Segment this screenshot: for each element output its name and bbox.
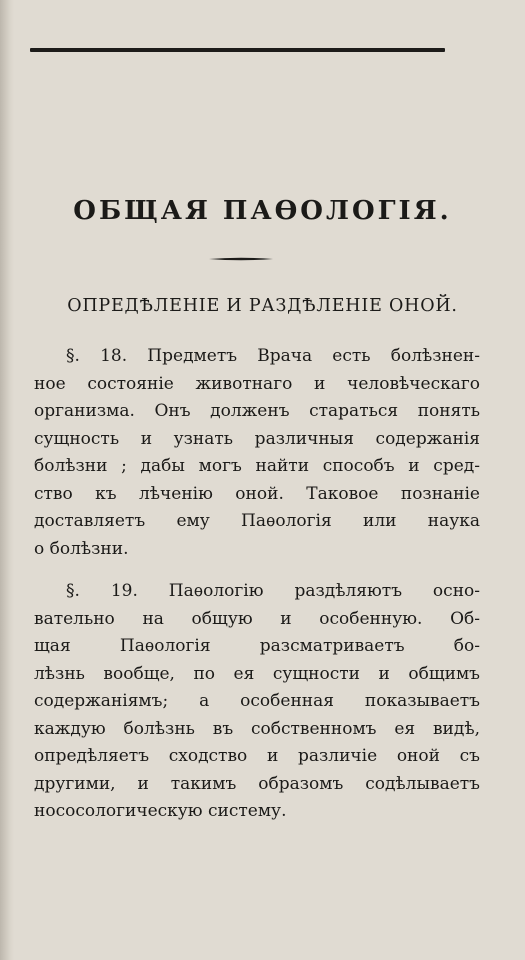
text-line: сущность и узнать различныя содержанія xyxy=(34,428,480,449)
text-line: нососологическую систему. xyxy=(34,801,287,821)
text-line: о болѣзни. xyxy=(34,538,129,559)
text-line: другими, и такимъ образомъ содѣлываетъ xyxy=(34,773,480,794)
chapter-title: ОБЩАЯ ПАѲОЛОГІЯ. xyxy=(73,196,452,226)
text-line: ное состояніе животнаго и человѣческаго xyxy=(34,373,480,394)
text-line: организма. Онъ долженъ стараться понять xyxy=(34,401,480,421)
text-line: каждую болѣзнь въ собственномъ ея видѣ, xyxy=(34,718,480,739)
text-line: опредѣляетъ сходство и различіе оной съ xyxy=(34,746,480,766)
text-line: §. 18. Предметъ Врача есть болѣзнен- xyxy=(66,346,480,366)
text-line: ство къ лѣченію оной. Таковое познаніе xyxy=(34,483,480,504)
text-line: доставляетъ ему Паѳологія или наука xyxy=(34,511,480,531)
text-line: содержаніямъ; а особенная показываетъ xyxy=(34,691,480,711)
paragraph-18 xyxy=(34,343,480,563)
text-line: щая Паѳологія разсматриваетъ бо- xyxy=(34,636,480,656)
top-rule xyxy=(30,48,445,52)
text-line: §. 19. Паѳологію раздѣляютъ осно- xyxy=(66,581,480,601)
page-gutter-shadow xyxy=(0,0,14,960)
text-line: болѣзни ; дабы могъ найти способъ и сред- xyxy=(34,456,480,476)
paragraph-19 xyxy=(34,578,480,826)
title-ornament-rule xyxy=(209,257,273,261)
text-line: лѣзнь вообще, по ея сущности и общимъ xyxy=(34,663,480,684)
text-line: вательно на общую и особенную. Об- xyxy=(34,608,480,629)
section-subtitle: ОПРЕДѢЛЕНІЕ И РАЗДѢЛЕНІЕ ОНОЙ. xyxy=(67,296,458,316)
